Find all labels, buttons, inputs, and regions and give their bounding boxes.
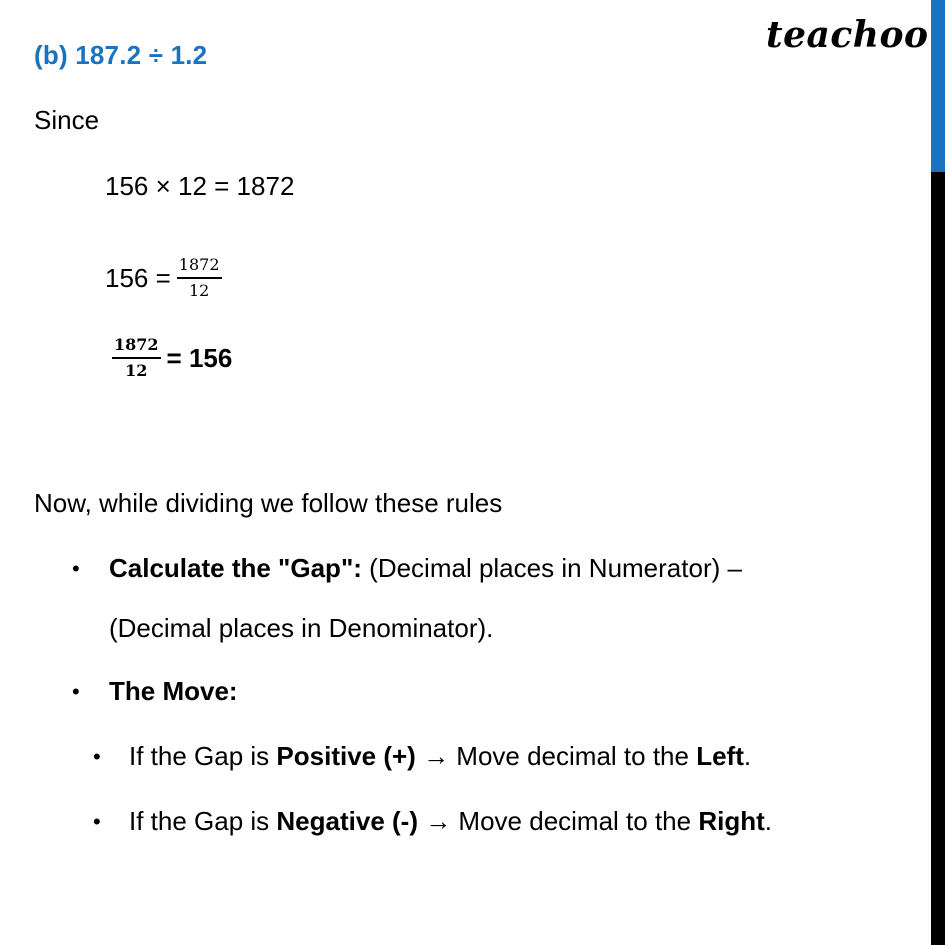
problem-title: (b) 187.2 ÷ 1.2: [34, 40, 208, 70]
subrule-bold-direction: Left: [696, 741, 744, 771]
rule-move-label: The Move:: [109, 676, 238, 706]
subrule-bold-condition: Negative (-): [276, 806, 418, 836]
since-label: Since: [34, 105, 100, 135]
teachoo-logo: teachoo: [766, 14, 929, 56]
subrule-text: → Move decimal to the: [415, 741, 697, 771]
rule-gap-continuation: (Decimal places in Denominator).: [109, 613, 494, 643]
subrule-positive: [129, 741, 751, 772]
rule-gap: [109, 553, 742, 584]
fraction-numerator: 1872: [112, 336, 161, 359]
rule-gap-label: Calculate the "Gap":: [109, 553, 362, 583]
subrule-text: If the Gap is: [129, 806, 277, 836]
bullet-icon: •: [93, 809, 101, 834]
rules-intro: Now, while dividing we follow these rules: [34, 488, 503, 518]
subrule-bold-condition: Positive (+): [276, 741, 416, 771]
equation-multiply: 156 × 12 = 1872: [105, 171, 295, 201]
bullet-icon: •: [72, 679, 80, 704]
sidebar-dark-bar: [931, 172, 945, 945]
fraction-numerator: 1872: [177, 256, 222, 279]
subrule-text: If the Gap is: [129, 741, 277, 771]
equation-fraction: [105, 256, 228, 300]
fraction: [112, 336, 161, 380]
equation-rhs: = 156: [166, 342, 233, 373]
fraction-denominator: 12: [125, 361, 148, 380]
rule-gap-text: (Decimal places in Numerator) –: [361, 553, 742, 583]
subrule-text: → Move decimal to the: [417, 806, 699, 836]
equation-result: [112, 336, 232, 380]
equation-lhs: 156 =: [105, 262, 171, 293]
fraction-denominator: 12: [188, 281, 210, 300]
bullet-icon: •: [93, 744, 101, 769]
subrule-bold-direction: Right: [698, 806, 765, 836]
bullet-icon: •: [72, 556, 80, 581]
sidebar-accent-bar: [931, 0, 945, 172]
subrule-text: .: [764, 806, 772, 836]
subrule-negative: [129, 806, 772, 837]
fraction: [177, 256, 222, 300]
subrule-text: .: [743, 741, 752, 771]
